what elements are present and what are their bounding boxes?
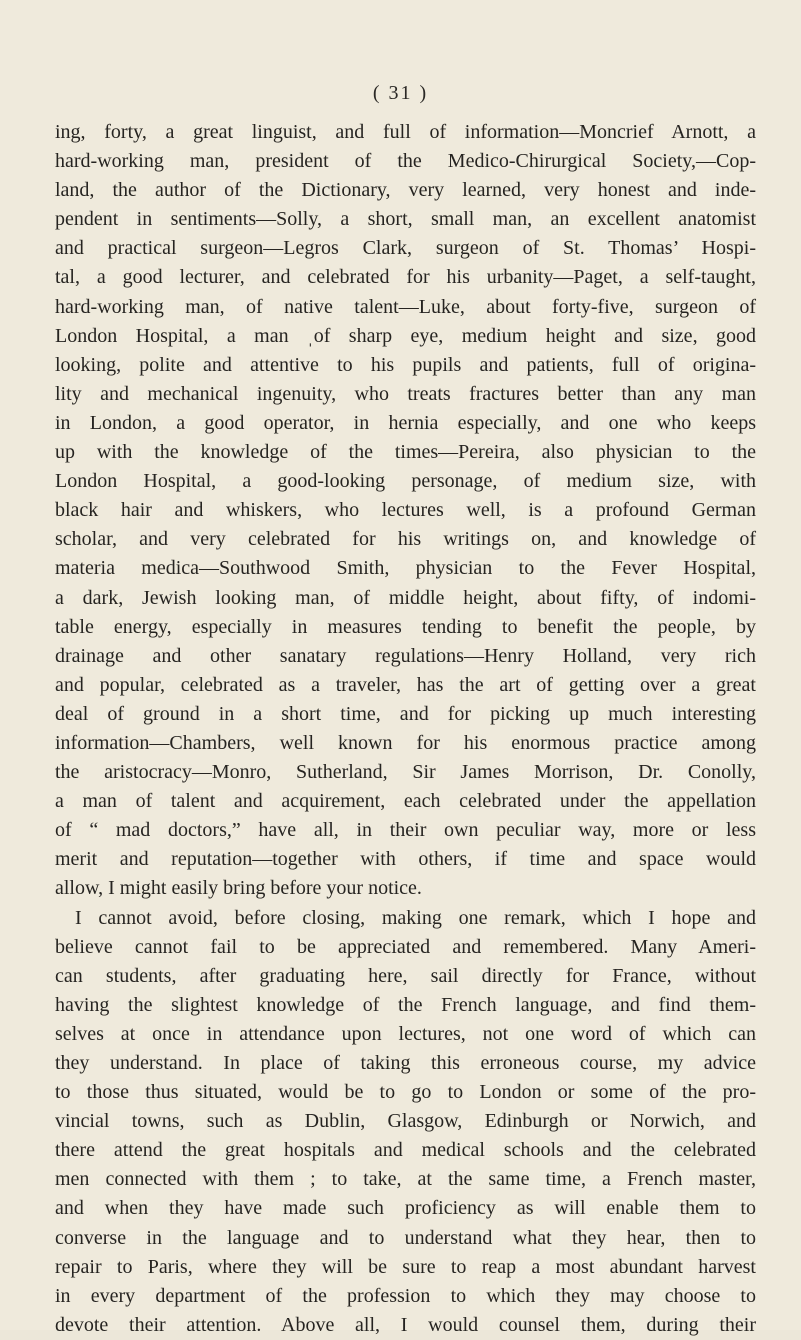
text-line: deal of ground in a short time, and for picking up much interesting: [55, 702, 756, 725]
text-line: scholar, and very celebrated for his writings on, and knowledge of: [55, 528, 756, 551]
text-line: selves at once in attendance upon lectures, not one word of which can: [55, 1022, 756, 1045]
text-line: devote their attention. Above all, I would counsel them, during their: [55, 1313, 756, 1336]
text-line: and when they have made such proficiency as will enable them to: [55, 1197, 756, 1220]
text-line: tal, a good lecturer, and celebrated for his urbanity—Paget, a self-taught,: [55, 266, 756, 289]
text-line: they understand. In place of taking this erroneous course, my advice: [55, 1052, 756, 1074]
text-line: a dark, Jewish looking man, of middle height, about fifty, of indomi-: [55, 586, 756, 609]
text-line: in every department of the profession to which they may choose to: [55, 1284, 756, 1307]
paragraph-start-line: I cannot avoid, before closing, making one remark, which I hope and: [75, 906, 756, 929]
text-line: men connected with them ; to take, at the same time, a French master,: [55, 1168, 756, 1191]
text-line: hard-working man, president of the Medico-Chirurgical Society,—Cop-: [55, 150, 756, 173]
text-line: in London, a good operator, in hernia especially, and one who keeps: [55, 411, 756, 434]
page-number: ( 31 ): [372, 82, 429, 104]
text-line: repair to Paris, where they will be sure to reap a most abundant harvest: [55, 1255, 756, 1278]
text-line: the aristocracy—Monro, Sutherland, Sir James Morrison, Dr. Conolly,: [55, 761, 756, 784]
text-line: vincial towns, such as Dublin, Glasgow, Edinburgh or Norwich, and: [55, 1110, 756, 1133]
text-line: and popular, celebrated as a traveler, has the art of getting over a great: [55, 673, 756, 696]
text-line: looking, polite and attentive to his pupils and patients, full of origina-: [55, 353, 756, 376]
paragraph-end-line: allow, I might easily bring before your notice.: [55, 877, 422, 900]
text-line: of “ mad doctors,” have all, in their own peculiar way, more or less: [55, 819, 756, 842]
text-line: ing, forty, a great linguist, and full of information—Moncrief Arnott, a: [55, 121, 756, 143]
text-line: land, the author of the Dictionary, very learned, very honest and inde-: [55, 179, 756, 202]
text-line: hard-working man, of native talent—Luke, about forty-five, surgeon of: [55, 295, 756, 318]
text-line: London Hospital, a good-looking personage, of medium size, with: [55, 470, 756, 493]
text-line: drainage and other sanatary regulations—Henry Holland, very rich: [55, 644, 756, 667]
text-line: to those thus situated, would be to go to London or some of the pro-: [55, 1081, 756, 1104]
text-line: materia medica—Southwood Smith, physician to the Fever Hospital,: [55, 557, 756, 580]
text-line: lity and mechanical ingenuity, who treats fractures better than any man: [55, 382, 756, 405]
text-line: up with the knowledge of the times—Pereira, also physician to the: [55, 441, 756, 464]
body-text: [55, 118, 756, 1340]
text-line: can students, after graduating here, sail directly for France, without: [55, 964, 756, 987]
text-line: London Hospital, a man ˌof sharp eye, medium height and size, good: [55, 324, 756, 347]
text-line: believe cannot fail to be appreciated and remembered. Many Ameri-: [55, 935, 756, 958]
text-line: a man of talent and acquirement, each celebrated under the appellation: [55, 790, 756, 813]
text-line: table energy, especially in measures tending to benefit the people, by: [55, 615, 756, 638]
text-line: black hair and whiskers, who lectures well, is a profound German: [55, 499, 756, 522]
text-line: there attend the great hospitals and medical schools and the celebrated: [55, 1139, 756, 1162]
text-line: and practical surgeon—Legros Clark, surgeon of St. Thomas’ Hospi-: [55, 237, 756, 260]
text-line: information—Chambers, well known for his enormous practice among: [55, 731, 756, 754]
text-line: pendent in sentiments—Solly, a short, small man, an excellent anatomist: [55, 208, 756, 231]
text-line: converse in the language and to understand what they hear, then to: [55, 1226, 756, 1249]
text-line: having the slightest knowledge of the French language, and find them-: [55, 993, 756, 1016]
text-line: merit and reputation—together with others, if time and space would: [55, 848, 756, 871]
